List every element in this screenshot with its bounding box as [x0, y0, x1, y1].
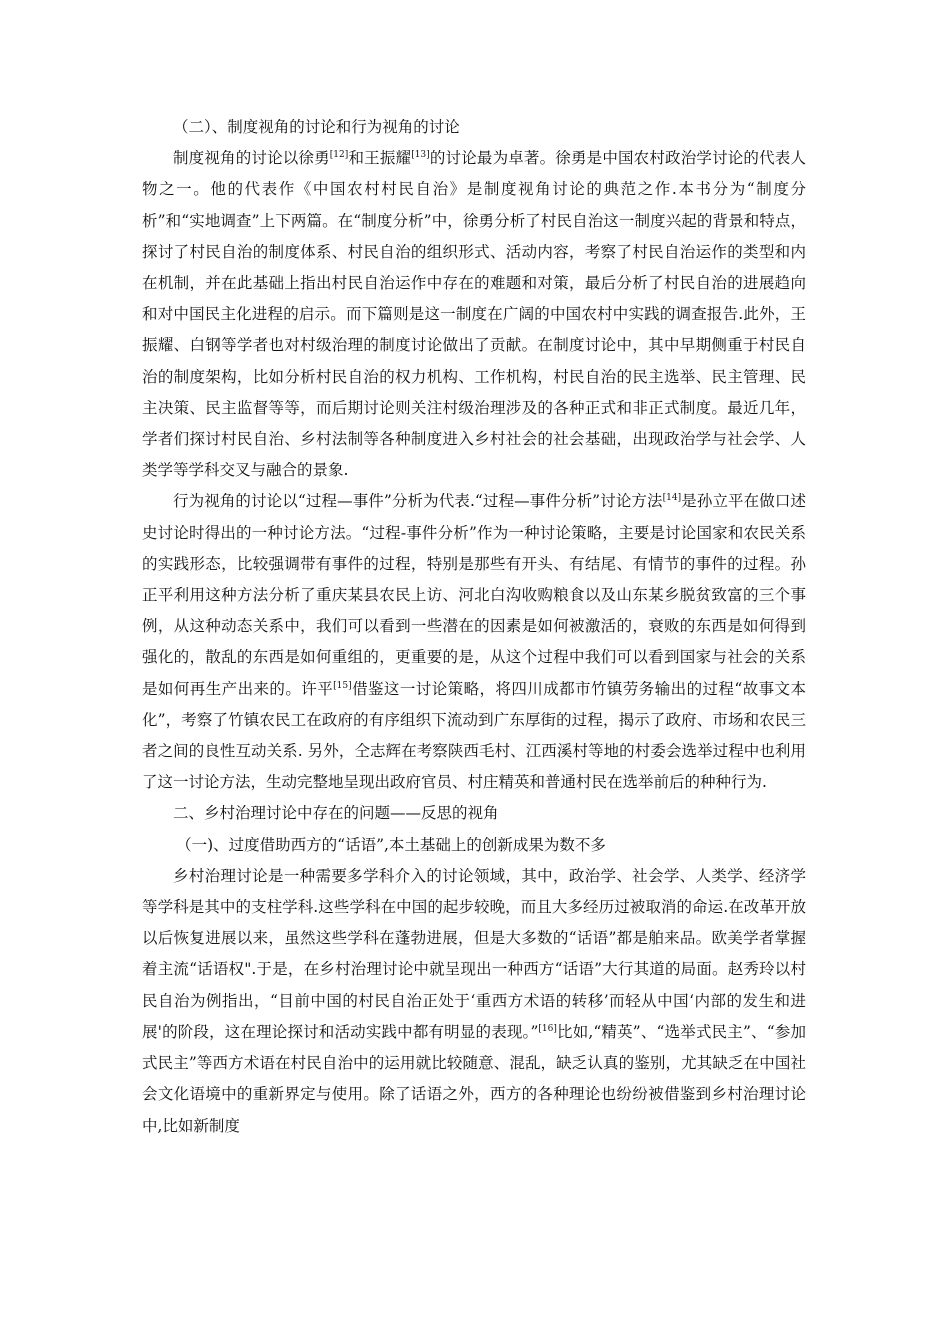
paragraph-text: 是孙立平在做口述史讨论时得出的一种讨论方法。“过程-事件分析”作为一种讨论策略，主要是讨论国家和农民关系的实践形态，比较强调带有事件的过程，特别是那些有开头、有结尾、有情节的事件的过程。孙正平利用这种方法分析了重庆某县农民上访、河北白沟收购粮食以及山东某乡脱贫致富的三个事例，从这种动态关系中，我们可以看到一些潜在的因素是如何被激活的，衰败的东西是如何得到强化的，散乱的东西是如何重组的，更重要的是，从这个过程中我们可以看到国家与社会的关系是如何再生产出来的。许平	[142, 492, 806, 698]
paragraph-text: 借鉴这一讨论策略，将四川成都市竹镇劳务输出的过程“故事文本化”，考察了竹镇农民工在政府的有序组织下流动到广东厚街的过程，揭示了政府、市场和农民三者之间的良性互动关系. 另外，仝志辉在考察陕西毛村、江西溪村等地的村委会选举过程中也利用了这一讨论方法，生动完整地呈现出政府官员、村庄精英和普通村民在选举前后的种种行为.	[142, 679, 806, 792]
paragraph-text: 乡村治理讨论是一种需要多学科介入的讨论领域，其中，政治学、社会学、人类学、经济学等学科是其中的支柱学科.这些学科在中国的起步较晚，而且大多经历过被取消的命运.在改革开放以后恢复进展以来，虽然这些学科在蓬勃进展，但是大多数的“话语”都是舶来品。欧美学者掌握着主流“话语权".于是，在乡村治理讨论中就呈现出一种西方“话语”大行其道的局面。赵秀玲以村民自治为例指出，“目前中国的村民自治正处于‘重西方术语的转移’而轻从中国‘内部的发生和进展'的阶段，这在理论探讨和活动实践中都有明显的表现。”	[142, 866, 806, 1041]
paragraph-text: 行为视角的讨论以“过程—事件”分析为代表.“过程—事件分析”讨论方法	[173, 492, 663, 511]
paragraph-text: 比如,“精英”、“选举式民主”、“参加式民主”等西方术语在村民自治中的运用就比较随意、混乱，缺乏认真的鉴别，尤其缺乏在中国社会文化语境中的重新界定与使用。除了话语之外，西方的各种理论也纷纷被借鉴到乡村治理讨论中,比如新制度	[142, 1022, 806, 1135]
paragraph-behavioral-perspective	[142, 486, 806, 798]
citation-ref: [14]	[662, 493, 682, 504]
paragraph-western-discourse	[142, 861, 806, 1142]
citation-ref: [16]	[538, 1023, 557, 1034]
citation-ref: [15]	[333, 680, 352, 691]
subsection-heading-western-discourse: （一)、过度借助西方的“话语”,本土基础上的创新成果为数不多	[176, 835, 606, 854]
section-heading-problems: 二、乡村治理讨论中存在的问题——反思的视角	[173, 804, 499, 823]
section-heading-institutional-behavioral: （二）、制度视角的讨论和行为视角的讨论	[173, 118, 460, 136]
paragraph-text: 制度视角的讨论以徐勇	[173, 149, 330, 168]
citation-ref: [13]	[411, 150, 430, 161]
document-body	[142, 112, 806, 1142]
paragraph-institutional-perspective	[142, 143, 806, 486]
paragraph-text: 的讨论最为卓著。徐勇是中国农村政治学讨论的代表人物之一。他的代表作《中国农村村民自治》是制度视角讨论的典范之作.本书分为“制度分析”和“实地调查”上下两篇。在“制度分析”中，徐勇分析了村民自治这一制度兴起的背景和特点，探讨了村民自治的制度体系、村民自治的组织形式、活动内容，考察了村民自治运作的类型和内在机制，并在此基础上指出村民自治运作中存在的难题和对策，最后分析了村民自治的进展趋向和对中国民主化进程的启示。而下篇则是这一制度在广阔的中国农村中实践的调查报告.此外，王振耀、白钢等学者也对村级治理的制度讨论做出了贡献。在制度讨论中，其中早期侧重于村民自治的制度架构，比如分析村民自治的权力机构、工作机构，村民自治的民主选举、民主管理、民主决策、民主监督等等，而后期讨论则关注村级治理涉及的各种正式和非正式制度。最近几年，学者们探讨村民自治、乡村法制等各种制度进入乡村社会的社会基础，出现政治学与社会学、人类学等学科交叉与融合的景象.	[142, 149, 806, 480]
paragraph-text: 和王振耀	[348, 149, 412, 168]
citation-ref: [12]	[329, 150, 349, 161]
